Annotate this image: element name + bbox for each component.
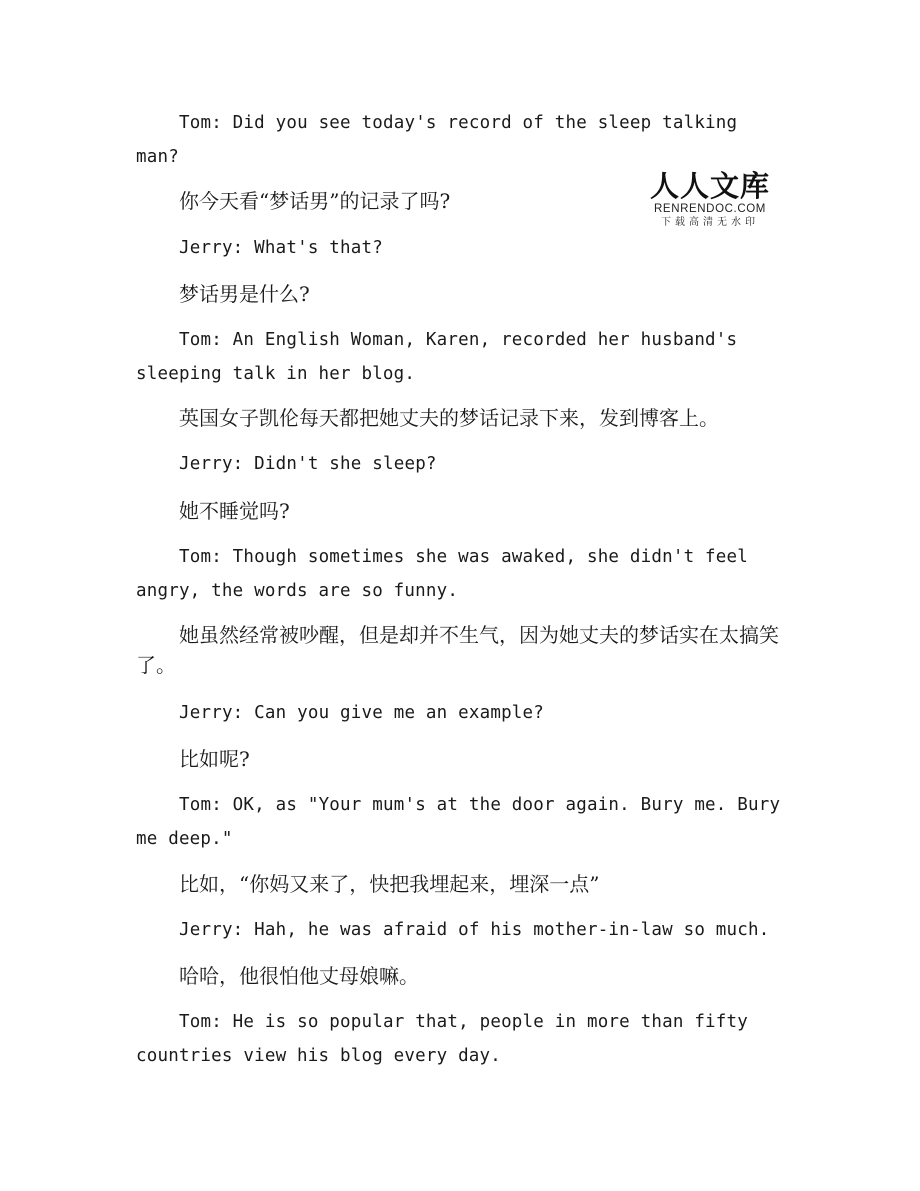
dialogue-line-2: 你今天看“梦话男”的记录了吗? [179, 189, 451, 213]
watermark-tagline: 下载高清无水印 [661, 217, 759, 228]
dialogue-line-8: 她不睡觉吗? [179, 499, 290, 523]
dialogue-line-3: Jerry: What's that? [179, 238, 383, 258]
dialogue-line-11: Jerry: Can you give me an example? [179, 703, 545, 723]
dialogue-line-6: 英国女子凯伦每天都把她丈夫的梦话记录下来，发到博客上。 [179, 406, 719, 430]
dialogue-line-12: 比如呢? [179, 747, 250, 771]
dialogue-line-1: Tom: Did you see today's record of the sleep talking man? [136, 113, 738, 167]
dialogue-line-17: Tom: He is so popular that, people in more than fifty countries view his blog every day. [136, 1012, 749, 1066]
dialogue-line-13: Tom: OK, as "Your mum's at the door again. Bury me. Bury me deep." [136, 795, 781, 849]
dialogue-line-16: 哈哈，他很怕他丈母娘嘛。 [179, 964, 419, 988]
dialogue-line-9: Tom: Though sometimes she was awaked, she didn't feel angry, the words are so funny. [136, 547, 749, 601]
dialogue-line-7: Jerry: Didn't she sleep? [179, 454, 437, 474]
watermark-title: 人人文库 [649, 169, 770, 203]
dialogue-line-5: Tom: An English Woman, Karen, recorded her husband's sleeping talk in her blog. [136, 330, 738, 384]
dialogue-line-14: 比如，“你妈又来了，快把我埋起来，埋深一点” [179, 872, 600, 896]
dialogue-line-4: 梦话男是什么? [179, 282, 310, 306]
dialogue-line-15: Jerry: Hah, he was afraid of his mother-in-law so much. [179, 920, 770, 940]
watermark-site: RENRENDOC.COM [654, 203, 766, 215]
dialogue-line-10: 她虽然经常被吵醒，但是却并不生气，因为她丈夫的梦话实在太搞笑了。 [136, 623, 779, 677]
